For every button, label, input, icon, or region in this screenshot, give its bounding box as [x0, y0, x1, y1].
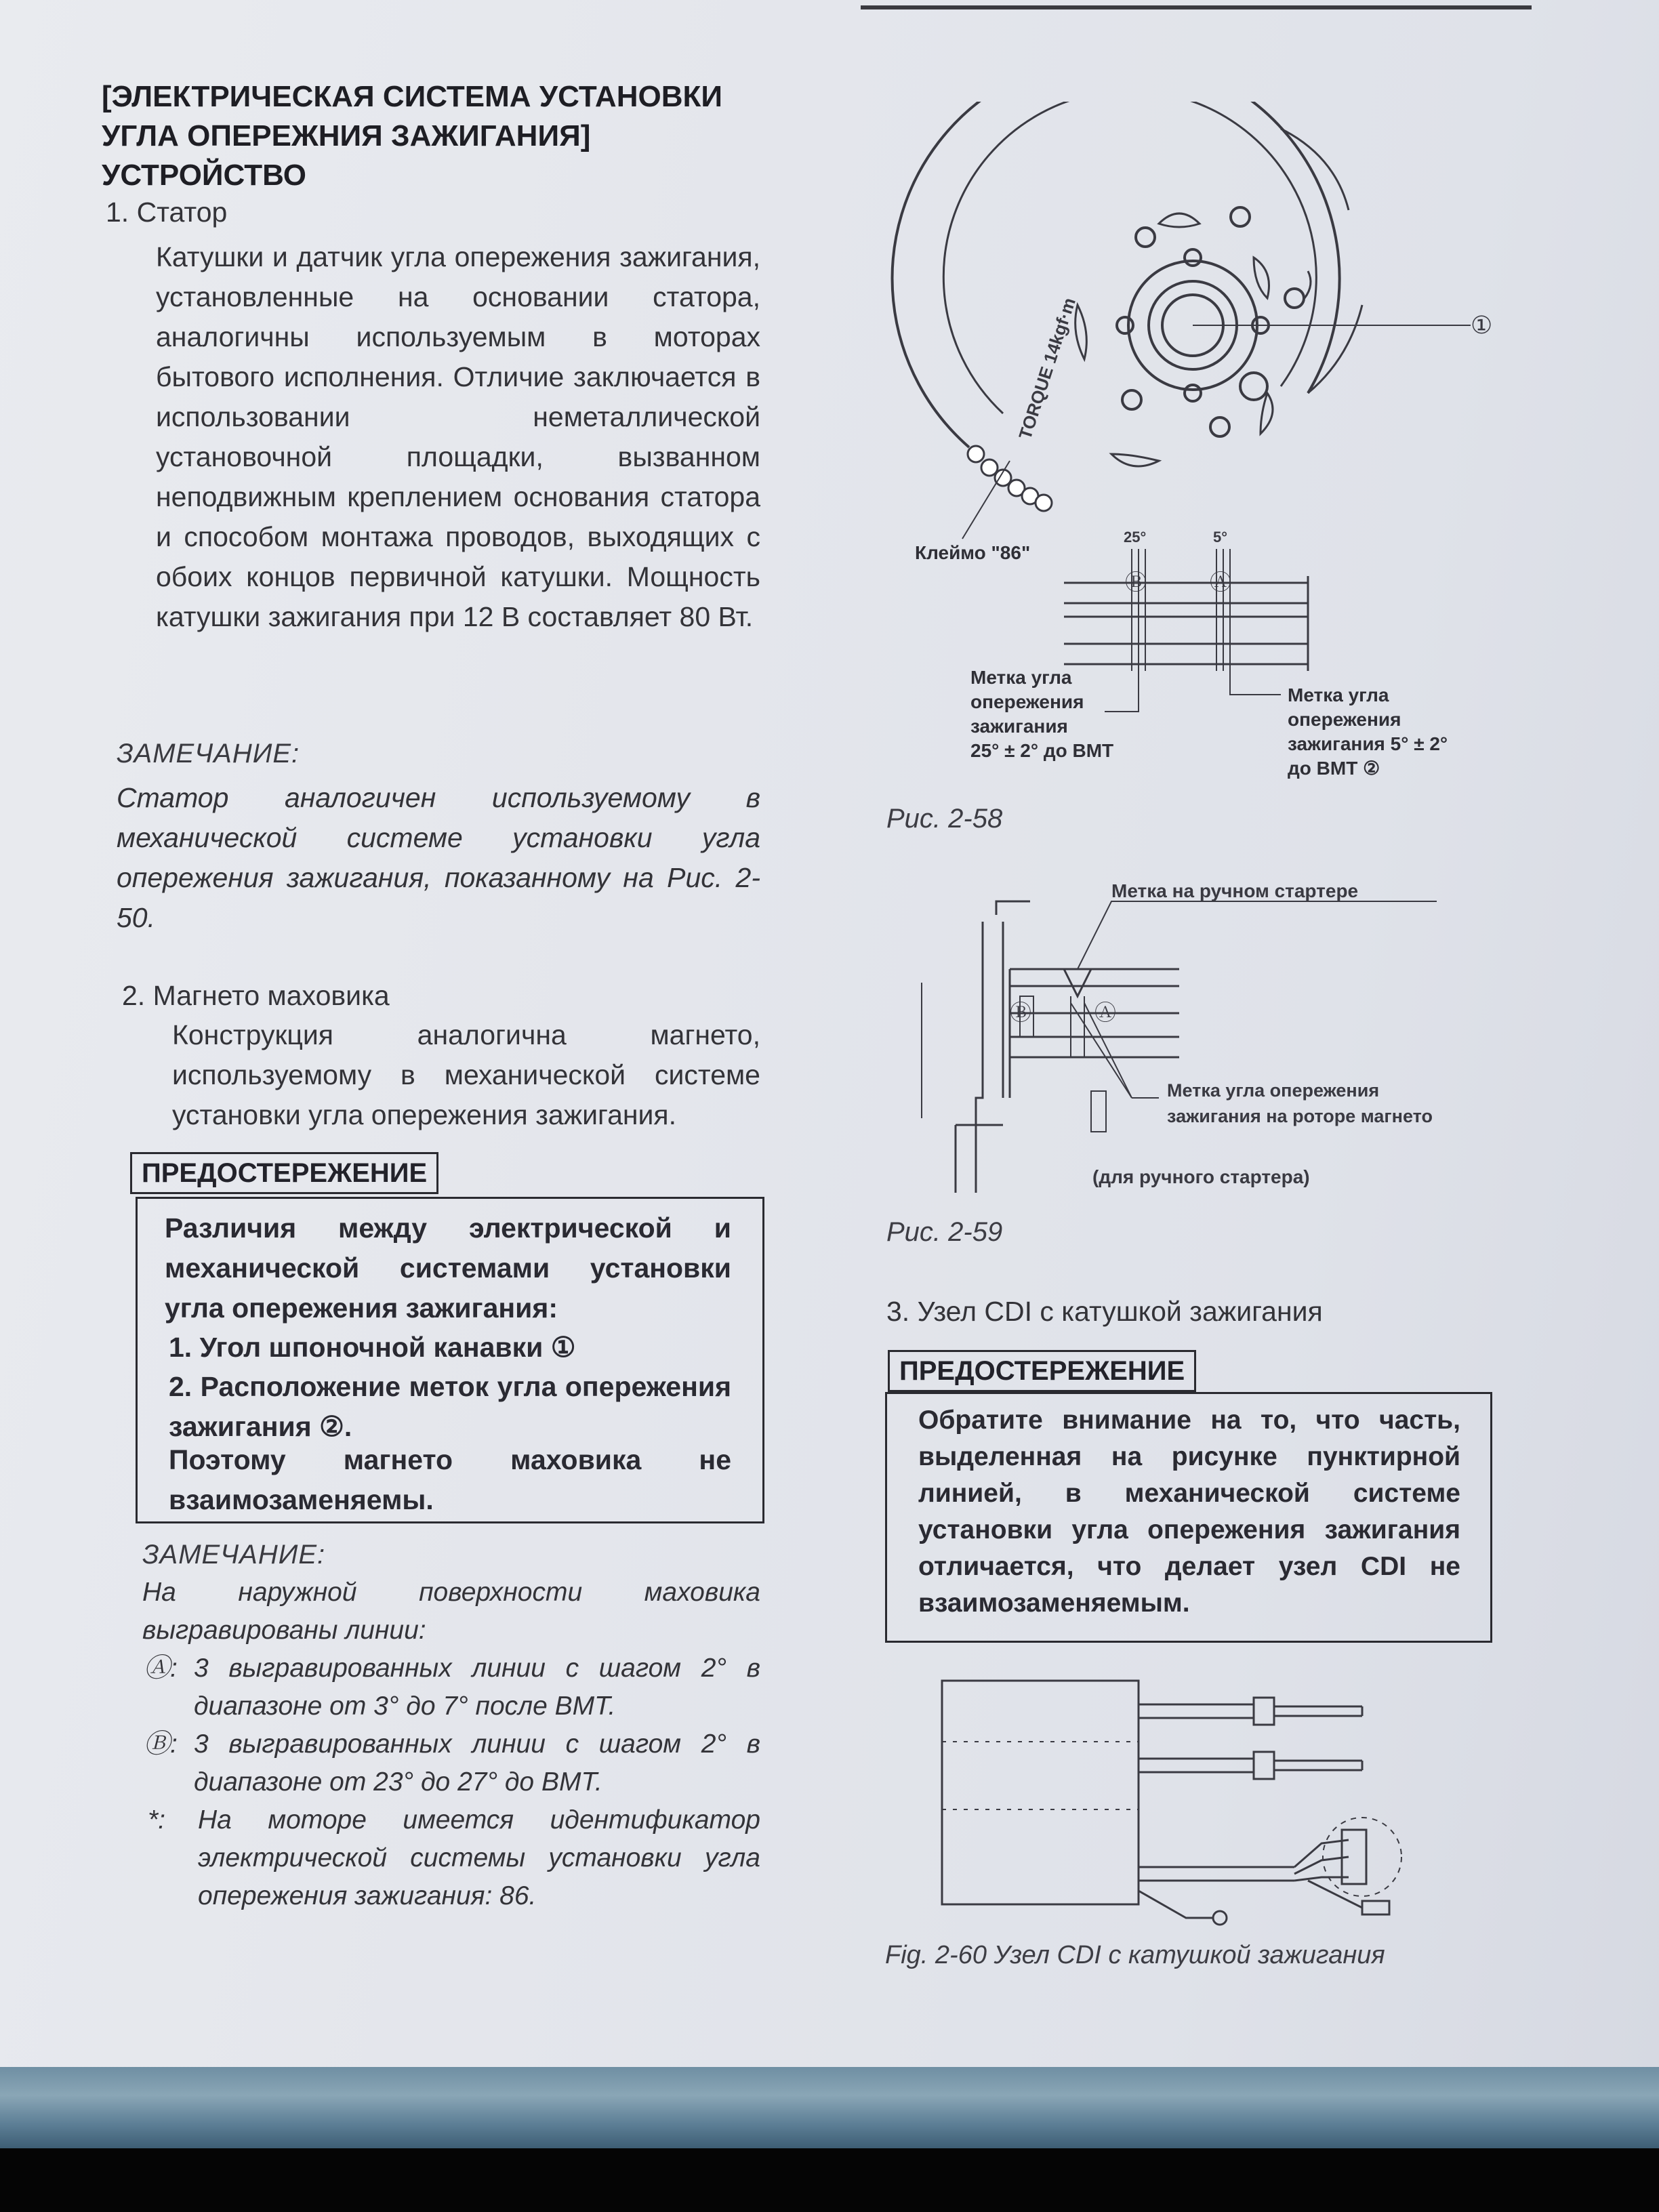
page-heading: [102, 77, 766, 195]
section2-paragraph: Конструкция аналогична магнето, используемому в механической системе установки угла опережения зажигания.: [172, 1019, 760, 1130]
fig59-marker-b: Ⓑ: [1010, 1000, 1032, 1025]
section3-caution-label: ПРЕДОСТЕРЕЖЕНИЕ: [888, 1350, 1196, 1392]
caution-outro: Поэтому магнето маховика не взаимозаменяемы.: [169, 1444, 731, 1515]
monitor-bezel: [0, 2148, 1659, 2212]
fig58-callout-1: ①: [1471, 312, 1493, 340]
heading-line-3: УСТРОЙСТВО: [102, 159, 307, 192]
fig58-marker-b: Ⓑ: [1125, 569, 1147, 595]
fig58-label-left-line-4: 25° ± 2° до ВМТ: [970, 740, 1114, 761]
section2-note-title: ЗАМЕЧАНИЕ:: [142, 1540, 326, 1570]
fig58-marker-a: Ⓐ: [1210, 569, 1232, 595]
fig59-label-rotor-line-1: Метка угла опережения: [1167, 1080, 1380, 1101]
section3-caution-text: Обратите внимание на то, что часть, выделенная на рисунке пунктирной линией, в механической системе установки угла опережения зажигания отличается, что делает узел CDI не взаимозаменяемым.: [918, 1406, 1460, 1618]
caution-item-1: 1. Угол шпоночной канавки ①: [169, 1332, 576, 1363]
fig60-caption: Fig. 2-60 Узел CDI с катушкой зажигания: [885, 1941, 1385, 1969]
section2-title: 2. Магнето маховика: [122, 980, 390, 1011]
fig58-label-left: [970, 665, 1174, 763]
fig58-label-right-line-4: до ВМТ ②: [1288, 758, 1380, 779]
fig58-label-left-line-2: опережения: [970, 691, 1084, 712]
fig58-label-left-line-1: Метка угла: [970, 667, 1072, 688]
fig59-label-rotor-line-2: зажигания на роторе магнето: [1167, 1106, 1433, 1126]
note-star-text: На моторе имеется идентификатор электрической системы установки угла опережения зажигания: 86.: [198, 1805, 760, 1910]
section3-caution-box: [885, 1392, 1492, 1643]
note-b-marker: Ⓑ:: [144, 1729, 178, 1759]
fig58-tick-25: 25°: [1124, 529, 1147, 546]
section1-title: 1. Статор: [106, 197, 228, 228]
fig58-flywheel-diagram: [874, 102, 1511, 678]
caution-intro: Различия между электрической и механической системами установки угла опережения зажигания:: [165, 1212, 731, 1324]
fig59-label-manual: (для ручного стартера): [1092, 1166, 1310, 1187]
section3-title: 3. Узел CDI с катушкой зажигания: [886, 1296, 1323, 1327]
fig59-marker-a: Ⓐ: [1094, 1000, 1117, 1025]
fig58-torque-text: TORQUE 14kgf·m: [1015, 295, 1080, 442]
heading-line-2: УГЛА ОПЕРЕЖНИЯ ЗАЖИГАНИЯ]: [102, 119, 591, 152]
note-star-marker: *:: [148, 1805, 166, 1835]
fig58-caption: Рис. 2-58: [886, 804, 1003, 834]
fig58-label-right-line-3: зажигания 5° ± 2°: [1288, 733, 1448, 754]
section2-caution-box: [136, 1197, 764, 1523]
section1-paragraph: Катушки и датчик угла опережения зажигания, установленные на основании статора, аналогичны используемым в моторах бытового исполнения. Отличие заключается в использовании неметаллической установочной площадки, вызванном неподвижным креплением основания статора и способом монтажа проводов, выходящих с обоих концов первичной катушки. Мощность катушки зажигания при 12 В составляет 80 Вт.: [156, 241, 760, 632]
heading-line-1: [ЭЛЕКТРИЧЕСКАЯ СИСТЕМА УСТАНОВКИ: [102, 80, 722, 113]
note-a-text: 3 выгравированных линии с шагом 2° в диапазоне от 3° до 7° после ВМТ.: [194, 1654, 760, 1721]
fig58-label-right: [1288, 683, 1504, 781]
section2-caution-label: ПРЕДОСТЕРЕЖЕНИЕ: [130, 1152, 438, 1194]
section1-note-text: Статор аналогичен используемому в механической системе установки угла опережения зажигания, показанному на Рис. 2-50.: [117, 782, 760, 933]
fig58-label-right-line-1: Метка угла: [1288, 684, 1389, 705]
fig60-cdi-diagram: [928, 1674, 1443, 1931]
section2-note-intro: На наружной поверхности маховика выгравированы линии:: [142, 1578, 760, 1645]
fig59-label-starter: Метка на ручном стартере: [1111, 880, 1359, 901]
note-b-text: 3 выгравированных линии с шагом 2° в диапазоне от 23° до 27° до ВМТ.: [194, 1729, 760, 1797]
fig59-starter-diagram: [908, 874, 1518, 1200]
fig59-label-rotor: [1167, 1078, 1433, 1129]
top-rule: [861, 5, 1532, 9]
section1-note-title: ЗАМЕЧАНИЕ:: [117, 739, 300, 769]
fig58-label-right-line-2: опережения: [1288, 709, 1401, 730]
fig58-label-left-line-3: зажигания: [970, 716, 1068, 737]
taskbar: [0, 2067, 1659, 2148]
caution-item-2: 2. Расположение меток угла опережения зажигания ②.: [169, 1371, 731, 1442]
fig58-label-86: Клеймо "86": [915, 542, 1031, 563]
fig58-tick-5: 5°: [1213, 529, 1228, 546]
fig59-caption: Рис. 2-59: [886, 1217, 1003, 1247]
note-a-marker: Ⓐ:: [144, 1654, 178, 1683]
